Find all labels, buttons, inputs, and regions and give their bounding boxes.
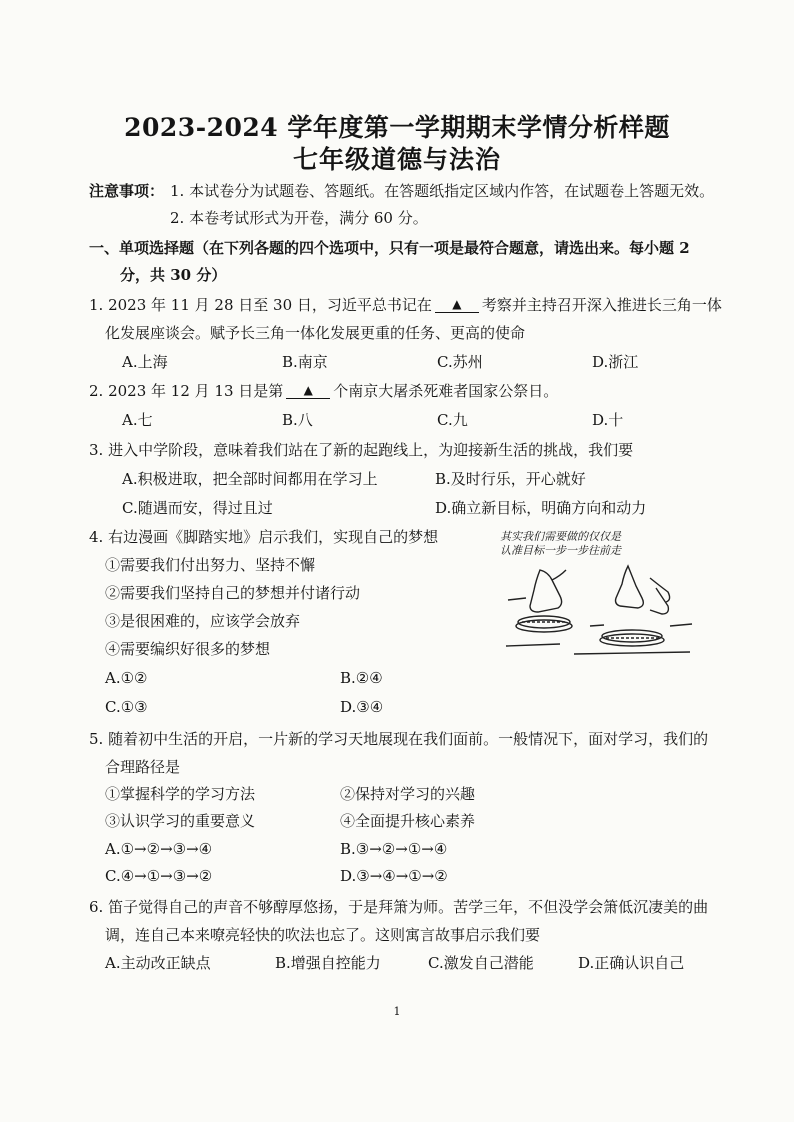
q2-stem-part-a: 2. 2023 年 12 月 13 日是第 <box>89 382 284 400</box>
page-number: 1 <box>393 1005 401 1018</box>
q1-stem-part-a: 1. 2023 年 11 月 28 日至 30 日，习近平总书记在 <box>89 296 432 314</box>
q5-item-4: ④全面提升核心素养 <box>340 812 476 830</box>
q4-item-3: ③是很困难的，应该学会放弃 <box>105 612 301 630</box>
q5-option-d: D.③→④→①→② <box>340 867 448 885</box>
q2-blank <box>286 381 330 399</box>
blank-triangle-icon: ▲ <box>303 383 313 397</box>
exam-title: 2023-2024 学年度第一学期期末学情分析样题 <box>124 113 670 142</box>
blank-triangle-icon: ▲ <box>452 297 462 311</box>
q3-option-c: C.随遇而安，得过且过 <box>122 499 273 517</box>
q3-option-d: D.确立新目标，明确方向和动力 <box>435 499 647 517</box>
section-heading-line-2: 分，共 30 分） <box>120 266 227 284</box>
q4-item-1: ①需要我们付出努力、坚持不懈 <box>105 556 316 574</box>
notice-label: 注意事项： <box>89 182 165 200</box>
q2-option-d: D.十 <box>592 411 624 429</box>
q4-item-2: ②需要我们坚持自己的梦想并付诸行动 <box>105 584 361 602</box>
q6-stem-line-2: 调，连自己本来嘹亮轻快的吹法也忘了。这则寓言故事启示我们要 <box>105 926 541 944</box>
q4-item-4: ④需要编织好很多的梦想 <box>105 640 271 658</box>
q6-option-d: D.正确认识自己 <box>578 954 685 972</box>
q5-option-c: C.④→①→③→② <box>105 867 213 885</box>
q5-item-3: ③认识学习的重要意义 <box>105 812 256 830</box>
q4-option-b: B.②④ <box>340 669 383 687</box>
q6-stem-line-1: 6. 笛子觉得自己的声音不够醇厚悠扬，于是拜箫为师。苦学三年，不但没学会箫低沉凄美的曲 <box>89 898 709 916</box>
q1-option-d: D.浙江 <box>592 353 639 371</box>
q3-stem: 3. 进入中学阶段，意味着我们站在了新的起跑线上，为迎接新生活的挑战，我们要 <box>89 441 634 459</box>
q1-blank <box>435 295 479 313</box>
q5-item-2: ②保持对学习的兴趣 <box>340 785 476 803</box>
q5-stem-line-2: 合理路径是 <box>105 758 181 776</box>
cartoon-caption-line-2: 认准目标一步一步往前走 <box>500 544 621 557</box>
q1-option-a: A.上海 <box>122 353 168 371</box>
q6-option-a: A.主动改正缺点 <box>105 954 211 972</box>
q4-option-d: D.③④ <box>340 698 384 716</box>
notice-item-2: 2. 本卷考试形式为开卷，满分 60 分。 <box>170 209 428 227</box>
q1-option-b: B.南京 <box>282 353 328 371</box>
q1-stem-line-1 <box>89 295 722 315</box>
notice-item-1: 1. 本试卷分为试题卷、答题纸。在答题纸指定区域内作答，在试题卷上答题无效。 <box>170 182 715 200</box>
walking-feet-drawing <box>500 530 700 658</box>
q4-option-a: A.①② <box>105 669 148 687</box>
q4-option-c: C.①③ <box>105 698 148 716</box>
q2-option-a: A.七 <box>122 411 153 429</box>
exam-subtitle: 七年级道德与法治 <box>292 145 501 174</box>
q2-stem <box>89 381 558 401</box>
q4-stem: 4. 右边漫画《脚踏实地》启示我们，实现自己的梦想 <box>89 528 439 546</box>
q2-stem-part-b: 个南京大屠杀死难者国家公祭日。 <box>333 382 559 400</box>
q5-stem-line-1: 5. 随着初中生活的开启，一片新的学习天地展现在我们面前。一般情况下，面对学习，我们的 <box>89 730 709 748</box>
cartoon-caption-line-1: 其实我们需要做的仅仅是 <box>500 530 621 543</box>
cartoon-illustration <box>500 530 700 658</box>
q5-option-b: B.③→②→①→④ <box>340 840 448 858</box>
q5-item-1: ①掌握科学的学习方法 <box>105 785 256 803</box>
q5-option-a: A.①→②→③→④ <box>105 840 213 858</box>
q6-option-c: C.激发自己潜能 <box>428 954 534 972</box>
q1-option-c: C.苏州 <box>437 353 483 371</box>
section-heading-line-1: 一、单项选择题（在下列各题的四个选项中，只有一项是最符合题意，请选出来。每小题 2 <box>89 239 690 257</box>
q6-option-b: B.增强自控能力 <box>275 954 381 972</box>
q1-stem-part-b: 考察并主持召开深入推进长三角一体 <box>481 296 722 314</box>
q3-option-a: A.积极进取，把全部时间都用在学习上 <box>122 470 378 488</box>
q2-option-c: C.九 <box>437 411 468 429</box>
q1-stem-line-2: 化发展座谈会。赋予长三角一体化发展更重的任务、更高的使命 <box>105 324 526 342</box>
q3-option-b: B.及时行乐，开心就好 <box>435 470 586 488</box>
q2-option-b: B.八 <box>282 411 313 429</box>
